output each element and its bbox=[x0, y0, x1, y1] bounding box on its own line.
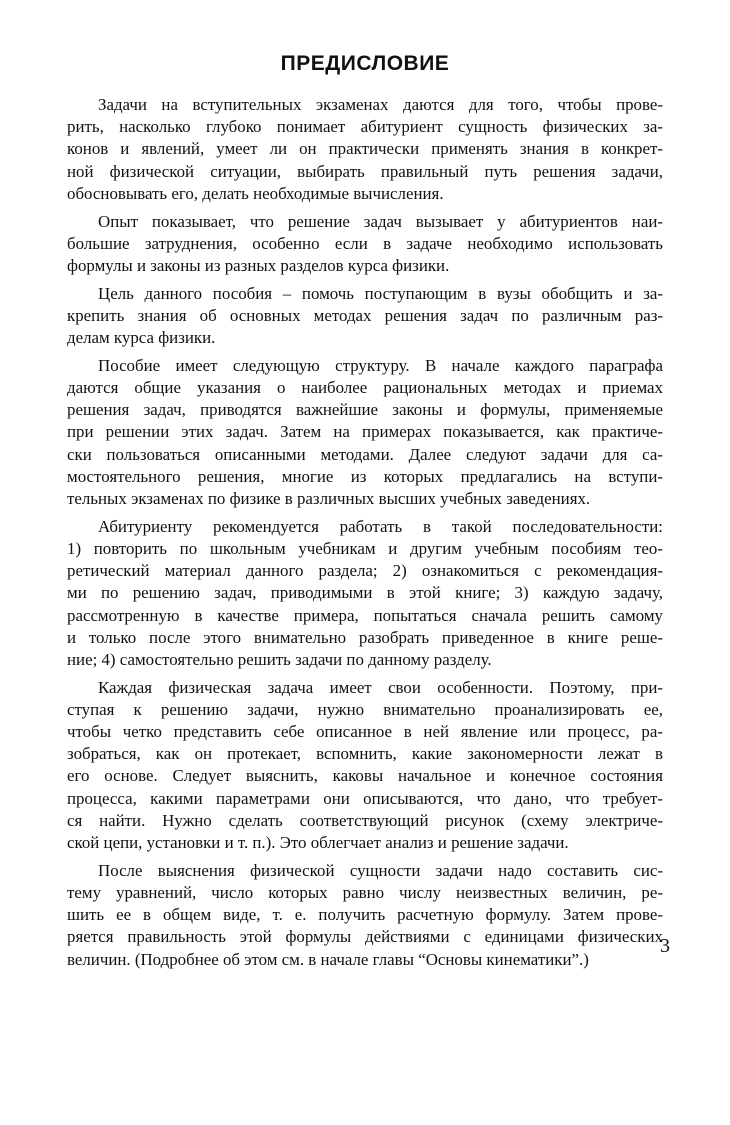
text-line: ской цепи, установки и т. п.). Это облегчает анализ и решение задачи. bbox=[67, 832, 569, 852]
text-line: тельных экзаменах по физике в различных высших учебных заведениях. bbox=[67, 488, 591, 508]
text-line: ми по решению задач, приводимыми в этой книге; 3) каждую задачу, bbox=[67, 583, 663, 603]
text-line: ретический материал данного раздела; 2) ознакомиться с рекомендация- bbox=[67, 561, 663, 581]
text-line: мостоятельного решения, многие из которых предлагались на вступи- bbox=[67, 466, 663, 486]
text-line: делам курса физики. bbox=[67, 328, 216, 348]
text-line: ряется правильность этой формулы действиями с единицами физических bbox=[67, 927, 663, 947]
text-line: Абитуриенту рекомендуется работать в такой последовательности: bbox=[98, 516, 663, 536]
text-line: ступая к решению задачи, нужно внимательно проанализировать ее, bbox=[67, 699, 663, 719]
paragraph bbox=[67, 211, 663, 278]
text-line: Пособие имеет следующую структуру. В начале каждого параграфа bbox=[98, 355, 663, 375]
text-line: Задачи на вступительных экзаменах даются для того, чтобы прове- bbox=[98, 95, 663, 114]
page-title: ПРЕДИСЛОВИЕ bbox=[280, 52, 450, 75]
text-line: обосновывать его, делать необходимые вычисления. bbox=[67, 183, 444, 203]
text-line: его основе. Следует выяснить, каковы начальное и конечное состояния bbox=[67, 766, 663, 786]
text-line: тему уравнений, число которых равно числу неизвестных величин, ре- bbox=[67, 882, 663, 902]
text-line: Опыт показывает, что решение задач вызывает у абитуриентов наи- bbox=[98, 211, 663, 231]
page-number: 3 bbox=[660, 935, 670, 957]
paragraph bbox=[67, 94, 663, 205]
paragraph bbox=[67, 677, 663, 855]
text-line: Каждая физическая задача имеет свои особенности. Поэтому, при- bbox=[98, 677, 663, 697]
text-line: 1) повторить по школьным учебникам и другим учебным пособиям тео- bbox=[67, 538, 663, 558]
paragraph bbox=[67, 516, 663, 671]
text-line: рить, насколько глубоко понимает абитуриент сущность физических за- bbox=[67, 117, 663, 137]
text-line: ние; 4) самостоятельно решить задачи по данному разделу. bbox=[67, 649, 492, 669]
text-line: рассмотренную в качестве примера, попытаться сначала решить самому bbox=[67, 605, 663, 625]
text-line: при решении этих задач. Затем на примерах показывается, как практиче- bbox=[67, 422, 663, 442]
text-line: ной физической ситуации, выбирать правильный путь решения задачи, bbox=[67, 161, 663, 181]
text-line: процесса, какими параметрами они описываются, что дано, что требует- bbox=[67, 788, 663, 808]
text-line: конов и явлений, умеет ли он практически применять знания в конкрет- bbox=[67, 139, 663, 159]
text-line: решения задач, приводятся важнейшие законы и формулы, применяемые bbox=[67, 400, 663, 420]
text-line: формулы и законы из разных разделов курса физики. bbox=[67, 255, 450, 275]
text-line: большие затруднения, особенно если в задаче необходимо использовать bbox=[67, 233, 663, 253]
text-line: и только после этого внимательно разобрать приведенное в книге реше- bbox=[67, 627, 663, 647]
text-line: ски пользоваться описанными методами. Далее следуют задачи для са- bbox=[67, 444, 663, 464]
paragraph bbox=[67, 283, 663, 350]
text-line: ся найти. Нужно сделать соответствующий рисунок (схему электриче- bbox=[67, 810, 663, 830]
text-line: крепить знания об основных методах решения задач по различным раз- bbox=[67, 305, 663, 325]
text-line: величин. (Подробнее об этом см. в начале главы “Основы кинематики”.) bbox=[67, 949, 589, 969]
text-line: чтобы четко представить себе описанное в ней явление или процесс, ра- bbox=[67, 722, 663, 742]
text-line: даются общие указания о наиболее рациональных методах и приемах bbox=[67, 378, 663, 398]
text-line: После выяснения физической сущности задачи надо составить сис- bbox=[98, 860, 663, 880]
preface-body bbox=[67, 94, 663, 976]
paragraph bbox=[67, 860, 663, 971]
text-line: Цель данного пособия – помочь поступающим в вузы обобщить и за- bbox=[98, 283, 663, 303]
paragraph bbox=[67, 355, 663, 510]
text-line: шить ее в общем виде, т. е. получить расчетную формулу. Затем прове- bbox=[67, 905, 663, 925]
text-line: зобраться, как он протекает, вспомнить, какие закономерности лежат в bbox=[67, 744, 663, 764]
